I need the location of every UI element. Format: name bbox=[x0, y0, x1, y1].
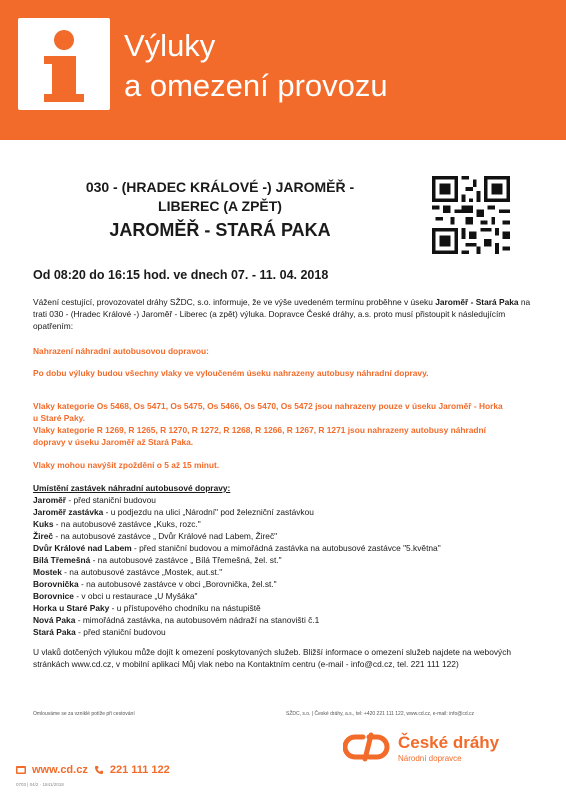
cd-logo-icon bbox=[343, 732, 391, 762]
closure-dates: Od 08:20 do 16:15 hod. ve dnech 07. - 11. 04. 2018 bbox=[33, 268, 329, 282]
replacement-notice: Po dobu výluky budou všechny vlaky ve vyloučeném úseku nahrazeny autobusy náhradní dopravy. bbox=[33, 368, 429, 378]
brand-name: České dráhy bbox=[398, 733, 500, 752]
intro-text-1: Vážení cestující, provozovatel dráhy SŽDC, s.o. informuje, že ve výše uvedeném termínu proběhne v úseku bbox=[33, 297, 436, 307]
web-icon bbox=[16, 765, 26, 775]
list-item: Mostek - na autobusové zastávce „Mostek, aut.st." bbox=[33, 567, 223, 577]
list-item: Kuks - na autobusové zastávce „Kuks, rozc." bbox=[33, 519, 201, 529]
page-title bbox=[124, 26, 388, 106]
qr-code-icon[interactable] bbox=[432, 176, 510, 254]
categories-os: Vlaky kategorie Os 5468, Os 5471, Os 5475, Os 5466, Os 5470, Os 5472 jsou nahrazeny pouze v úseku Jaroměř - Horka u Staré Paky. bbox=[33, 401, 503, 423]
title-line-2: a omezení provozu bbox=[124, 68, 388, 103]
list-item: Dvůr Králové nad Labem - před staniční budovou a mimořádná zastávka na autobusové zastávce "5.května" bbox=[33, 543, 441, 553]
bus-stops-list bbox=[33, 482, 533, 638]
list-item: Žireč - na autobusové zastávce „ Dvůr Králové nad Labem, Žireč" bbox=[33, 531, 278, 541]
info-icon bbox=[18, 18, 110, 110]
header-banner bbox=[0, 0, 566, 140]
document-code: 0703 | 04/2 · 1841/2018 bbox=[16, 782, 64, 787]
train-categories bbox=[33, 400, 503, 448]
phone-number[interactable]: 221 111 122 bbox=[109, 764, 170, 776]
route-heading bbox=[40, 178, 400, 242]
web-link[interactable]: www.cd.cz bbox=[32, 764, 88, 776]
bus-stops-heading: Umístění zastávek náhradní autobusové dopravy: bbox=[33, 483, 231, 493]
list-item: Bílá Třemešná - na autobusové zastávce „ Bílá Třemešná, žel. st." bbox=[33, 555, 282, 565]
intro-section-bold: Jaroměř - Stará Paka bbox=[435, 297, 519, 307]
list-item: Borovnička - na autobusové zastávce v obci „Borovnička, žel.st." bbox=[33, 579, 277, 589]
list-item: Jaroměř zastávka - u podjezdu na ulici „Národní" pod železniční zastávkou bbox=[33, 507, 314, 517]
delay-notice: Vlaky mohou navýšit zpoždění o 5 až 15 minut. bbox=[33, 460, 220, 470]
list-item: Stará Paka - před staniční budovou bbox=[33, 627, 166, 637]
categories-r: Vlaky kategorie R 1269, R 1265, R 1270, R 1272, R 1268, R 1266, R 1267, R 1271 jsou nahrazeny autobusy náhradní dopravy v úseku Jaroměř až Stará Paka. bbox=[33, 425, 486, 447]
replacement-heading: Nahrazení náhradní autobusovou dopravou: bbox=[33, 346, 209, 356]
operator-contacts: SŽDC, s.o. | České dráhy, a.s., tel: +420 221 111 122, www.cd.cz, e-mail: info@cd.cz bbox=[286, 711, 474, 717]
list-item: Borovnice - v obci u restaurace „U Myšáka" bbox=[33, 591, 198, 601]
list-item: Nová Paka - mimořádná zastávka, na autobusovém nádraží na stanovišti č.1 bbox=[33, 615, 320, 625]
list-item: Jaroměř - před staniční budovou bbox=[33, 495, 156, 505]
brand-subtitle: Národní dopravce bbox=[398, 754, 462, 763]
intro-paragraph bbox=[33, 296, 533, 332]
phone-icon bbox=[94, 765, 104, 775]
list-item: Horka u Staré Paky - u přístupového chodníku na nástupiště bbox=[33, 603, 261, 613]
contact-bar bbox=[16, 764, 170, 776]
route-line-2: LIBEREC (A ZPĚT) bbox=[158, 198, 282, 214]
intro-text-2: na trati 030 - (Hradec Králové -) Jaroměř - Liberec (a zpět) výluka. Dopravce České dráhy, a.s. proto musí přistoupit k následujícím opatřením: bbox=[33, 297, 531, 331]
title-line-1: Výluky bbox=[124, 28, 216, 63]
route-line-1: 030 - (HRADEC KRÁLOVÉ -) JAROMĚŘ - bbox=[85, 179, 355, 195]
apology-note: Omlouváme se za vzniklé potíže při cestování bbox=[33, 711, 135, 717]
route-section: JAROMĚŘ - STARÁ PAKA bbox=[109, 220, 331, 240]
closing-paragraph: U vlaků dotčených výlukou může dojít k omezení poskytovaných služeb. Bližší informace o omezení služeb najdete na webových stránkách www.cd.cz, v mobilní aplikaci Můj vlak nebo na Kontaktním centru (e-mail - info@cd.cz, tel. 221 111 122) bbox=[33, 647, 512, 669]
